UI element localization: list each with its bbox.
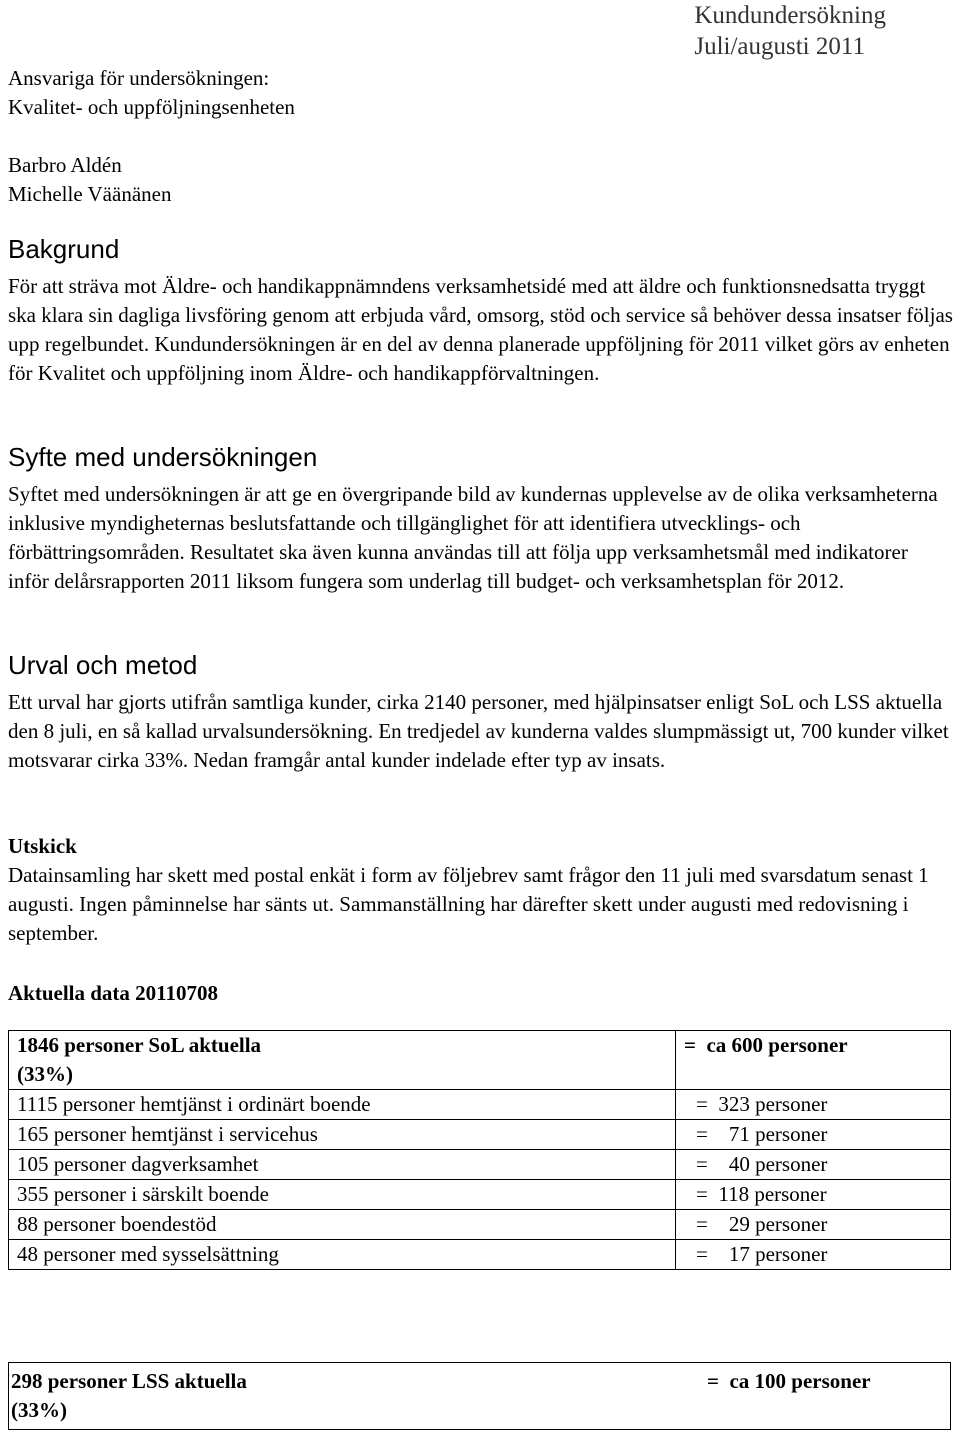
table-row xyxy=(9,1180,951,1210)
paragraph-utskick: Datainsamling har skett med postal enkät i form av följebrev samt frågor den 11 juli med svarsdatum senast 1 augusti. Ingen påminnelse har sänts ut. Sammanställning har därefter skett under augusti med redovisning i september. xyxy=(8,863,929,945)
heading-utskick: Utskick xyxy=(8,834,77,858)
heading-urval: Urval och metod xyxy=(8,650,198,680)
row-label: 88 personer boendestöd xyxy=(9,1210,676,1240)
author-name: Michelle Väänänen xyxy=(8,182,172,206)
report-title: Kundundersökning xyxy=(694,2,886,29)
sol-total-label xyxy=(9,1031,676,1090)
paragraph-bakgrund: För att sträva mot Äldre- och handikappnämndens verksamhetsidé med att äldre och funktionsnedsatta tryggt ska klara sin dagliga livsföring genom att erbjuda vård, omsorg, stöd och service så behöver dessa insatser följas upp regelbundet. Kundundersökningen är en del av denna planerade uppföljning för 2011 vilket görs av enheten för Kvalitet och uppföljning inom Äldre- och handikappförvaltningen. xyxy=(8,274,953,385)
row-value: = 17 personer xyxy=(676,1240,951,1270)
lss-total-value: = ca 100 personer xyxy=(707,1369,871,1393)
lss-total-label xyxy=(11,1367,247,1425)
sol-total-percent: (33%) xyxy=(17,1062,73,1086)
table-header-row xyxy=(9,1031,951,1090)
paragraph-syfte: Syftet med undersökningen är att ge en övergripande bild av kundernas upplevelse av de olika verksamheterna inklusive myndigheternas beslutsfattande och tillgänglighet för att identifiera utvecklings- och förbättringsområden. Resultatet ska även kunna användas till att följa upp verksamhetsmål med indikatorer inför delårsrapporten 2011 liksom fungera som underlag till budget- och verksamhetsplan för 2012. xyxy=(8,482,938,593)
responsible-block xyxy=(8,64,295,122)
row-value: = 71 personer xyxy=(676,1120,951,1150)
row-value: = 323 personer xyxy=(676,1090,951,1120)
row-label: 1115 personer hemtjänst i ordinärt boende xyxy=(9,1090,676,1120)
row-label: 105 personer dagverksamhet xyxy=(9,1150,676,1180)
responsible-label: Ansvariga för undersökningen: xyxy=(8,66,270,90)
heading-syfte: Syfte med undersökningen xyxy=(8,442,318,472)
lss-total-text: 298 personer LSS aktuella xyxy=(11,1369,247,1393)
author-name: Barbro Aldén xyxy=(8,153,122,177)
table-row xyxy=(9,1150,951,1180)
row-label: 355 personer i särskilt boende xyxy=(9,1180,676,1210)
table-row xyxy=(9,1240,951,1270)
heading-bakgrund: Bakgrund xyxy=(8,234,120,264)
responsible-unit: Kvalitet- och uppföljningsenheten xyxy=(8,95,295,119)
row-label: 165 personer hemtjänst i servicehus xyxy=(9,1120,676,1150)
sol-total-value: = ca 600 personer xyxy=(676,1031,951,1090)
sol-total-text: 1846 personer SoL aktuella xyxy=(17,1033,262,1057)
row-value: = 118 personer xyxy=(676,1180,951,1210)
paragraph-urval: Ett urval har gjorts utifrån samtliga kunder, cirka 2140 personer, med hjälpinsatser enligt SoL och LSS aktuella den 8 juli, en så kallad urvalsundersökning. En tredjedel av kunderna valdes slumpmässigt ut, 700 kunder vilket motsvarar cirka 33%. Nedan framgår antal kunder indelade efter typ av insats. xyxy=(8,690,949,772)
sol-table xyxy=(8,1030,951,1270)
row-label: 48 personer med sysselsättning xyxy=(9,1240,676,1270)
table-row xyxy=(9,1090,951,1120)
lss-total-percent: (33%) xyxy=(11,1398,67,1422)
row-value: = 29 personer xyxy=(676,1210,951,1240)
lss-box xyxy=(8,1362,951,1430)
report-header xyxy=(694,0,886,62)
table-row xyxy=(9,1120,951,1150)
row-value: = 40 personer xyxy=(676,1150,951,1180)
heading-aktuella-data: Aktuella data 20110708 xyxy=(8,981,219,1005)
table-row xyxy=(9,1210,951,1240)
authors-block xyxy=(8,151,171,209)
report-period: Juli/augusti 2011 xyxy=(694,33,865,60)
